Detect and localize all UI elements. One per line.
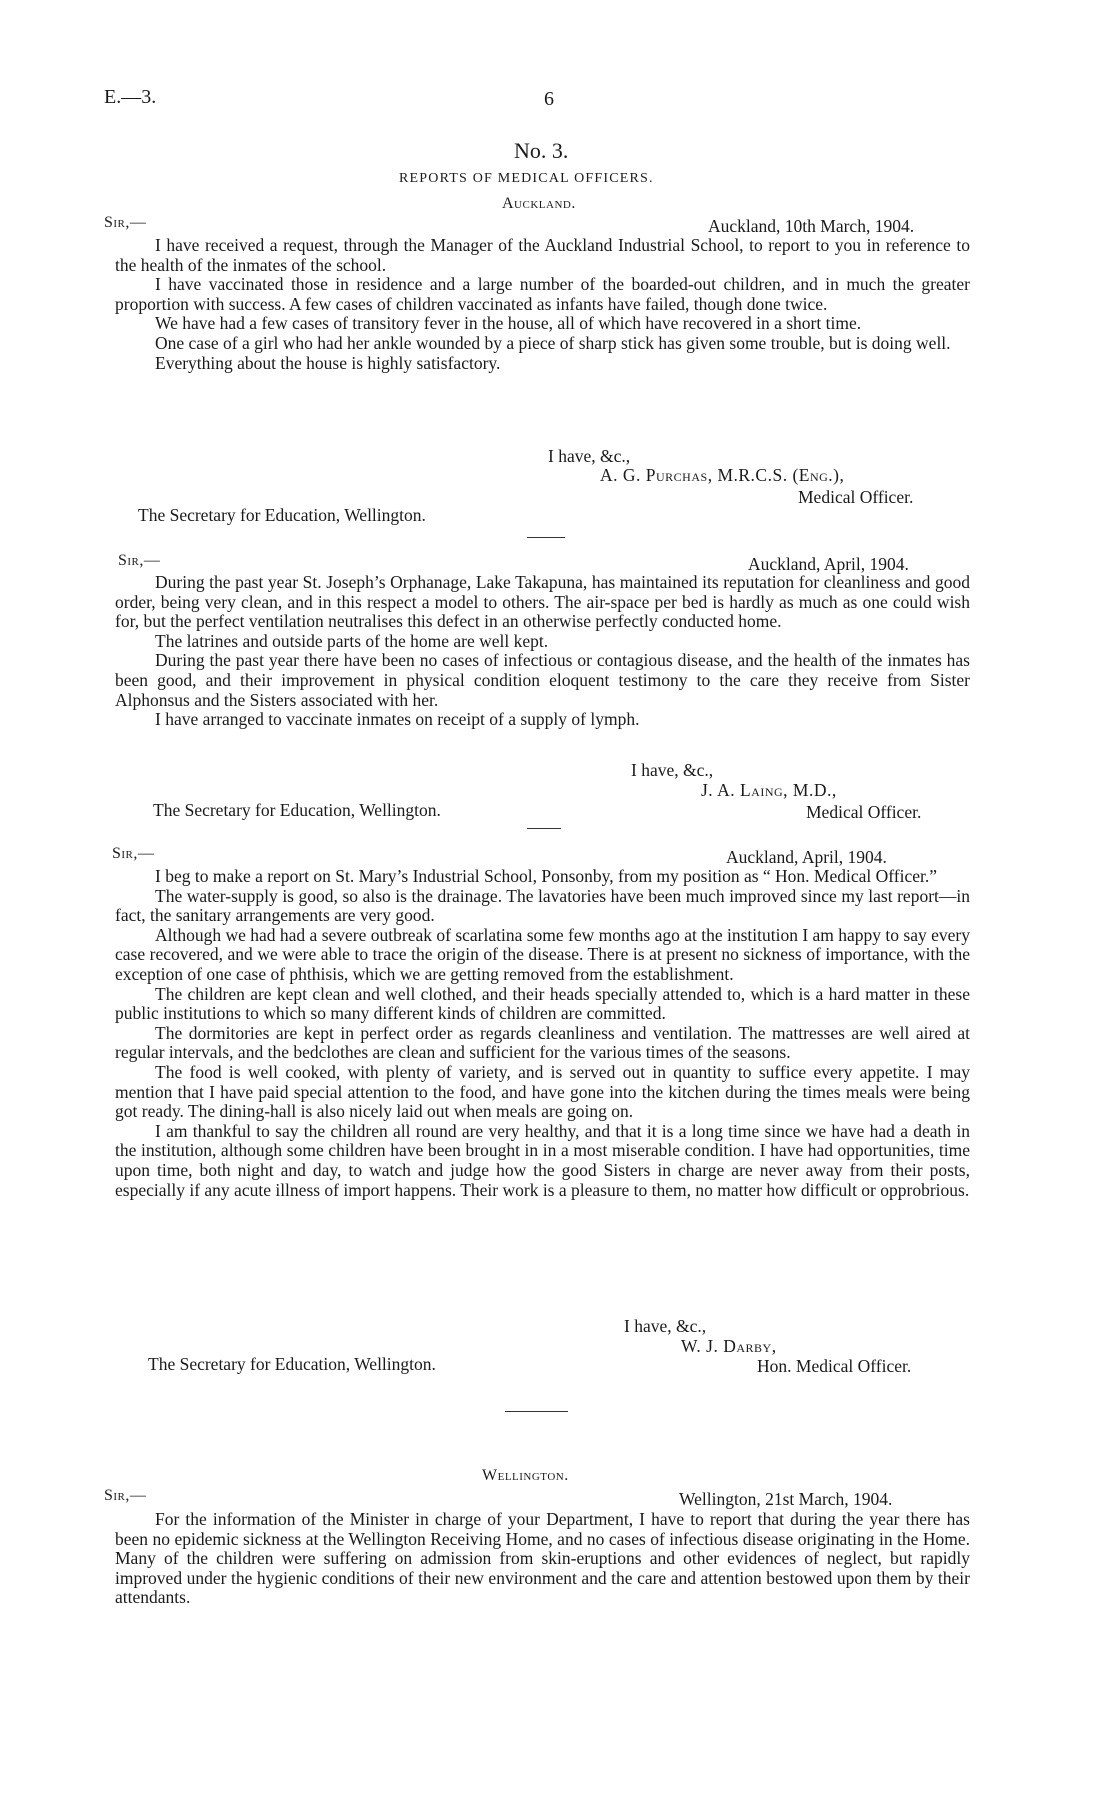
letter-salutation: Sir,— [118,552,161,569]
letter-paragraph: The latrines and outside parts of the home are well kept. [155,630,549,651]
letter-body [115,1510,970,1608]
letter-paragraph: I have arranged to vaccinate inmates on receipt of a supply of lymph. [155,709,640,730]
letter-signatory: A. G. Purchas, M.R.C.S. (Eng.), [600,465,845,485]
separator-rule [527,537,565,538]
letter-paragraph: One case of a girl who had her ankle wounded by a piece of sharp stick has given some trouble, but is doing well. [155,332,951,353]
letter-dateline: Auckland, April, 1904. [748,554,909,574]
section-number: No. 3. [514,138,569,163]
letter-dateline: Wellington, 21st March, 1904. [679,1489,893,1509]
letter-addressee: The Secretary for Education, Wellington. [148,1354,436,1374]
letter-paragraph: During the past year there have been no cases of infectious or contagious disease, and the health of the inmates has been good, and their improvement in physical condition eloquent testimony to the care they receive from Sister Alphonsus and the Sisters associated with her. [115,650,970,710]
letter-paragraph: The water-supply is good, so also is the drainage. The lavatories have been much improved since my last report—in fact, the sanitary arrangements are very good. [115,885,970,926]
letter-paragraph: The children are kept clean and well clothed, and their heads specially attended to, which is a hard matter in these public institutions to which so many different kinds of children are committed. [115,983,970,1024]
separator-rule [505,1411,568,1412]
letter-paragraph: For the information of the Minister in charge of your Department, I have to report that during the year there has been no epidemic sickness at the Wellington Receiving Home, and no cases of infectious disease originating in the Home. Many of the children were suffering on admission from skin-eruptions and other evidences of neglect, but rapidly improved under the hygienic conditions of their new environment and the care and attention bestowed upon them by their attendants. [115,1509,970,1608]
letter-paragraph: I beg to make a report on St. Mary’s Industrial School, Ponsonby, from my position as “ Hon. Medical Officer.” [155,866,938,886]
letter-paragraph: During the past year St. Joseph’s Orphanage, Lake Takapuna, has maintained its reputation for cleanliness and good order, being very clean, and in this respect a model to others. The air-space per bed is hardly as much as one could wish for, but the perfect ventilation neutralises this defect in an otherwise perfectly conducted home. [115,572,970,632]
letter-paragraph: Although we had had a severe outbreak of scarlatina some few months ago at the institution I am happy to say every case recovered, and we were able to trace the origin of the disease. There is at present no sickness of importance, with the exception of one case of phthisis, which we are getting removed from the establishment. [115,924,970,984]
letter-paragraph: I have received a request, through the Manager of the Auckland Industrial School, to report to you in reference to the health of the inmates of the school. [115,235,970,275]
letter-signatory: J. A. Laing, M.D., [701,780,837,800]
letter-paragraph: We have had a few cases of transitory fever in the house, all of which have recovered in a short time. [155,313,862,334]
letter-body [115,573,970,730]
letter-dateline: Auckland, April, 1904. [726,847,887,867]
letter-addressee: The Secretary for Education, Wellington. [153,800,441,820]
letter-signatory-title: Medical Officer. [806,802,922,822]
page-number: 6 [544,88,554,110]
separator-rule [527,828,561,829]
letter-body [115,236,970,373]
letter-dateline: Auckland, 10th March, 1904. [708,216,915,236]
letter-addressee: The Secretary for Education, Wellington. [138,505,426,525]
letter-salutation: Sir,— [104,1487,147,1504]
letter-closing: I have, &c., [548,446,631,466]
document-reference: E.—3. [104,86,157,108]
letter-closing: I have, &c., [624,1316,707,1336]
letter-salutation: Sir,— [104,214,147,231]
region-heading-auckland: Auckland. [502,195,576,212]
letter-signatory-title: Hon. Medical Officer. [757,1356,912,1376]
letter-paragraph: Everything about the house is highly satisfactory. [155,352,501,373]
region-heading-wellington: Wellington. [482,1467,569,1484]
letter-signatory-title: Medical Officer. [798,487,914,507]
letter-paragraph: I have vaccinated those in residence and a large number of the boarded-out children, and in much the greater proportion with success. A few cases of children vaccinated as infants have failed, though done twice. [115,274,970,314]
letter-salutation: Sir,— [112,845,155,862]
letter-signatory: W. J. Darby, [681,1336,777,1356]
letter-paragraph: The food is well cooked, with plenty of variety, and is served out in quantity to suffice every appetite. I may mention that I have paid special attention to the food, and have gone into the kitchen during the times meals were being got ready. The dining-hall is also nicely laid out when meals are going on. [115,1061,970,1122]
section-title: REPORTS OF MEDICAL OFFICERS. [399,171,654,186]
letter-paragraph: The dormitories are kept in perfect order as regards cleanliness and ventilation. The mattresses are well aired at regular intervals, and the bedclothes are clean and sufficient for the various times of the seasons. [115,1022,970,1063]
letter-body [115,867,970,1200]
letter-paragraph: I am thankful to say the children all round are very healthy, and that it is a long time since we have had a death in the institution, although some children have been brought in in a most miserable condition. I have had opportunities, time upon time, both night and day, to watch and judge how the good Sisters in charge are never away from their posts, especially if any acute illness of import happens. Their work is a pleasure to them, no matter how difficult or opprobrious. [115,1120,970,1200]
letter-closing: I have, &c., [631,760,714,780]
